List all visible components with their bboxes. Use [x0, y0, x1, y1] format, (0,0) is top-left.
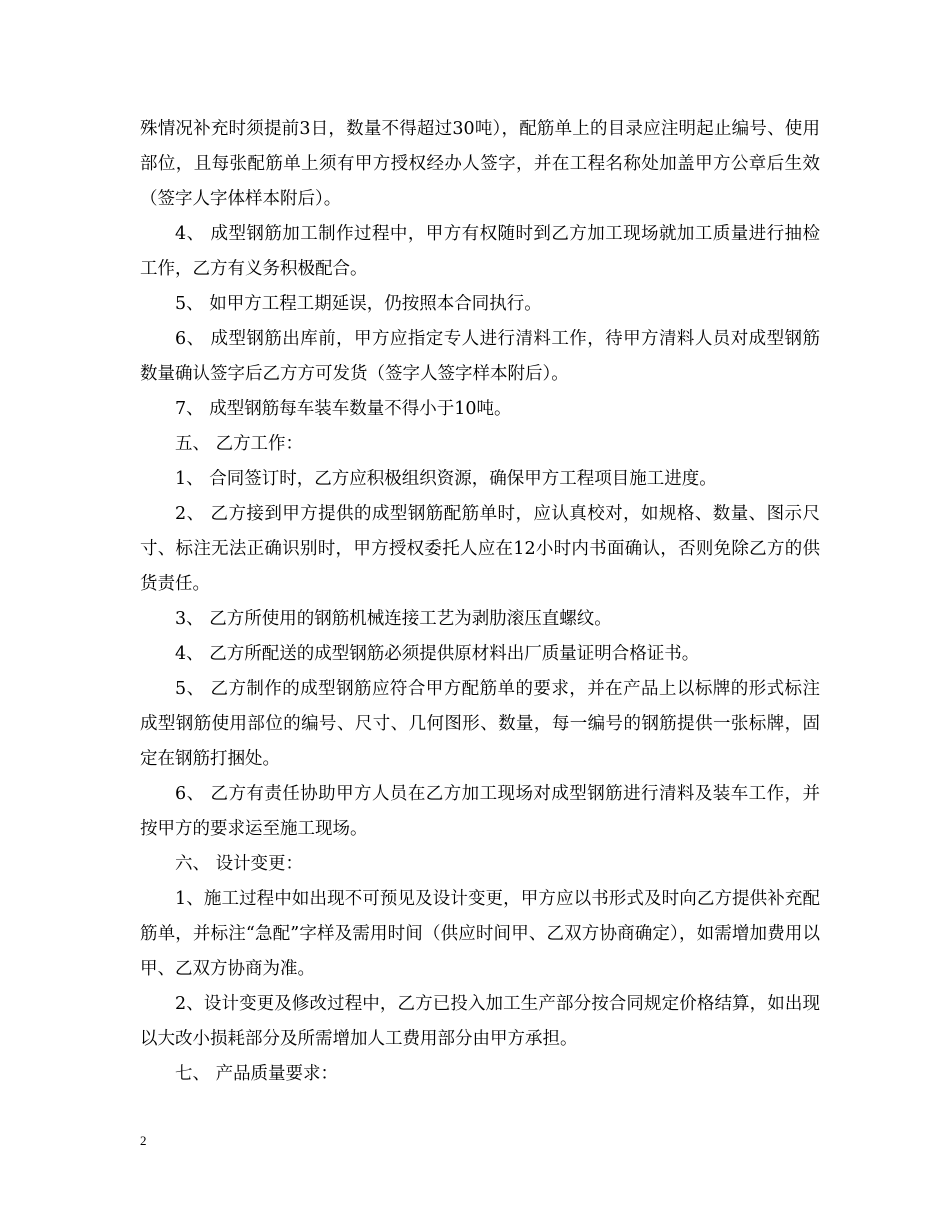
page-number: 2 — [140, 1133, 147, 1148]
paragraph-clause-5-delay: 5、 如甲方工程工期延误，仍按照本合同执行。 — [175, 294, 542, 314]
section-heading-party-b-work: 五、 乙方工作： — [175, 434, 304, 454]
paragraph-design-change-2: 2、设计变更及修改过程中，乙方已投入加工生产部分按合同规定价格结算，如出现以大改小损耗部分及所需增加人工费用部分由甲方承担。 — [140, 994, 820, 1049]
paragraph-b-clause-1: 1、 合同签订时，乙方应积极组织资源，确保甲方工程项目施工进度。 — [175, 469, 717, 489]
paragraph-clause-6-clearance: 6、 成型钢筋出库前，甲方应指定专人进行清料工作，待甲方清料人员对成型钢筋数量确认签字后乙方方可发货（签字人签字样本附后）。 — [140, 329, 820, 384]
paragraph-continued-clause: 殊情况补充时须提前3日，数量不得超过30吨），配筋单上的目录应注明起止编号、使用部位，且每张配筋单上须有甲方授权经办人签字，并在工程名称处加盖甲方公章后生效（签字人字体样本附后）。 — [140, 119, 820, 209]
paragraph-clause-4-inspection: 4、 成型钢筋加工制作过程中，甲方有权随时到乙方加工现场就加工质量进行抽检工作，乙方有义务积极配合。 — [140, 224, 820, 279]
section-heading-quality: 七、 产品质量要求： — [175, 1064, 339, 1084]
document-body — [140, 112, 820, 1092]
paragraph-b-clause-2: 2、 乙方接到甲方提供的成型钢筋配筋单时，应认真校对，如规格、数量、图示尺寸、标注无法正确识别时，甲方授权委托人应在12小时内书面确认，否则免除乙方的供货责任。 — [140, 504, 820, 594]
paragraph-b-clause-6: 6、 乙方有责任协助甲方人员在乙方加工现场对成型钢筋进行清料及装车工作，并按甲方的要求运至施工现场。 — [140, 784, 820, 839]
paragraph-b-clause-5: 5、 乙方制作的成型钢筋应符合甲方配筋单的要求，并在产品上以标牌的形式标注成型钢筋使用部位的编号、尺寸、几何图形、数量，每一编号的钢筋提供一张标牌，固定在钢筋打捆处。 — [140, 679, 820, 769]
paragraph-clause-7-load: 7、 成型钢筋每车装车数量不得小于10吨。 — [175, 399, 512, 419]
paragraph-b-clause-4: 4、 乙方所配送的成型钢筋必须提供原材料出厂质量证明合格证书。 — [175, 644, 700, 664]
paragraph-design-change-1: 1、施工过程中如出现不可预见及设计变更，甲方应以书形式及时向乙方提供补充配筋单，并标注“急配”字样及需用时间（供应时间甲、乙双方协商确定），如需增加费用以甲、乙双方协商为准。 — [140, 889, 820, 979]
paragraph-b-clause-3: 3、 乙方所使用的钢筋机械连接工艺为剥肋滚压直螺纹。 — [175, 609, 612, 629]
section-heading-design-change: 六、 设计变更： — [175, 854, 304, 874]
